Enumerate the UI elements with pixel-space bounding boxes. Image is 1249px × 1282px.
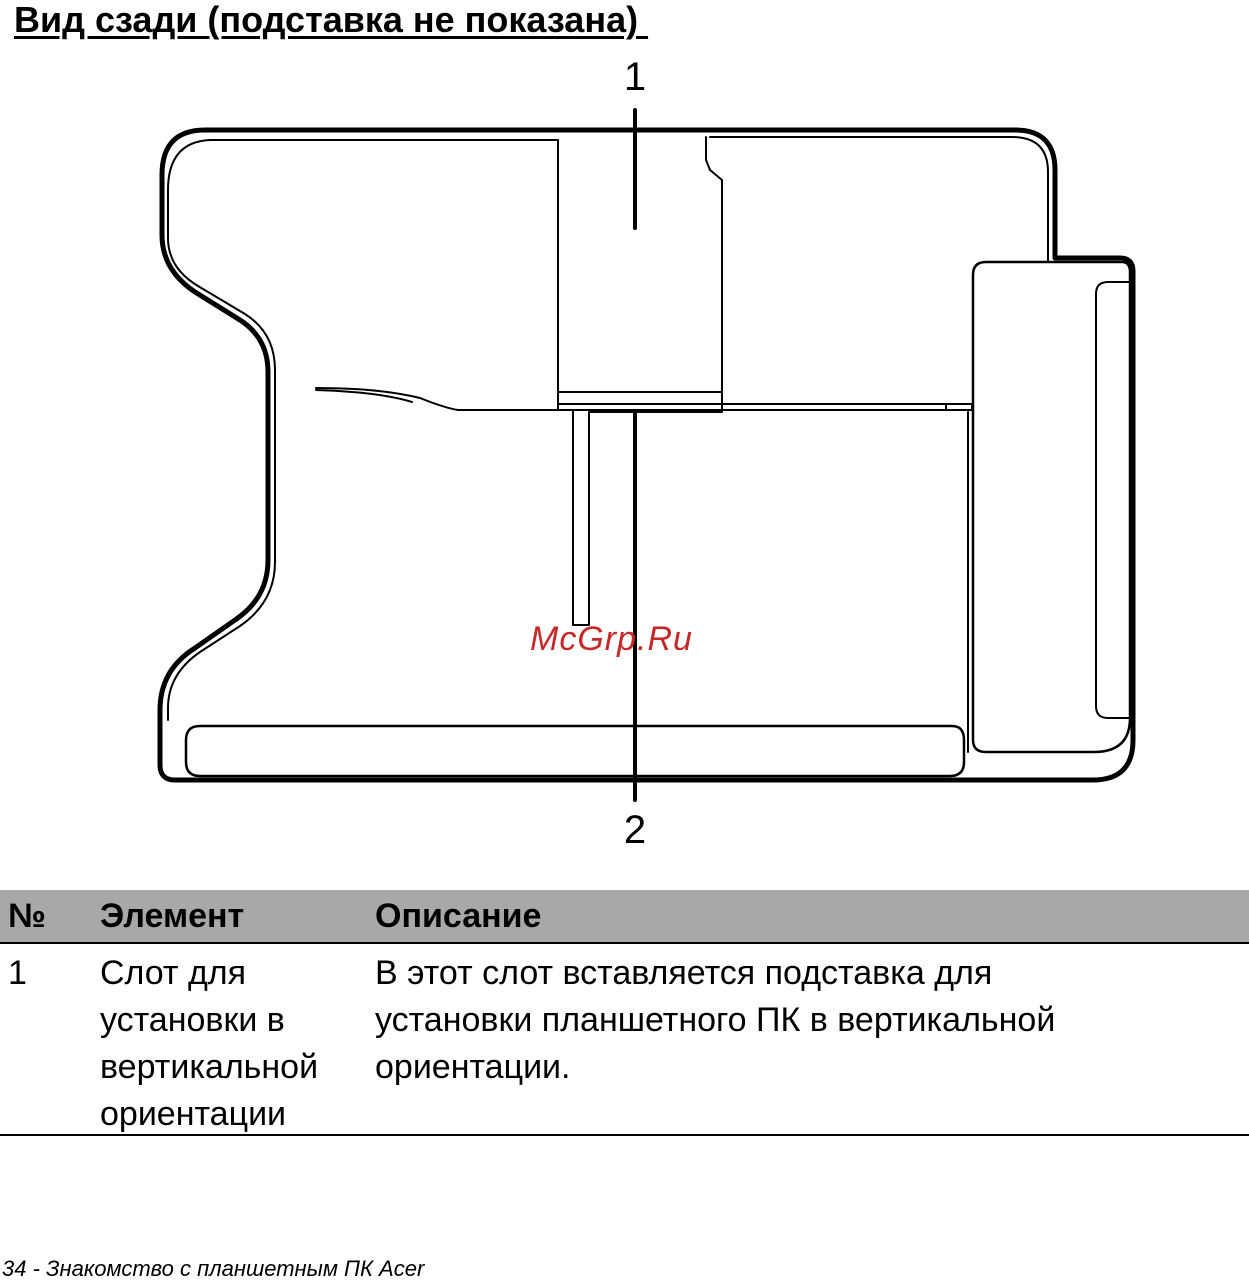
header-number: № (8, 897, 46, 935)
table-row (0, 944, 1249, 1136)
row-number: 1 (8, 954, 27, 992)
tablet-body-outline (160, 130, 1133, 780)
row-description: В этот слот вставляется подставка для установки планшетного ПК в вертикальной ориентации. (375, 954, 1056, 1086)
vertical-slot (558, 140, 972, 410)
header-description: Описание (375, 897, 542, 935)
watermark: McGrp.Ru (530, 620, 693, 658)
callout-number-2: 2 (623, 808, 647, 852)
element-description-table (0, 890, 1249, 1136)
header-element: Элемент (100, 897, 245, 935)
section-title: Вид сзади (подставка не показана) (14, 0, 649, 40)
page-footer: 34 - Знакомство с планшетным ПК Acer (2, 1256, 425, 1281)
table-header (0, 890, 1249, 944)
callout-number-1: 1 (623, 55, 647, 99)
row-element: Слот для установки в вертикальной ориентации (100, 954, 319, 1133)
